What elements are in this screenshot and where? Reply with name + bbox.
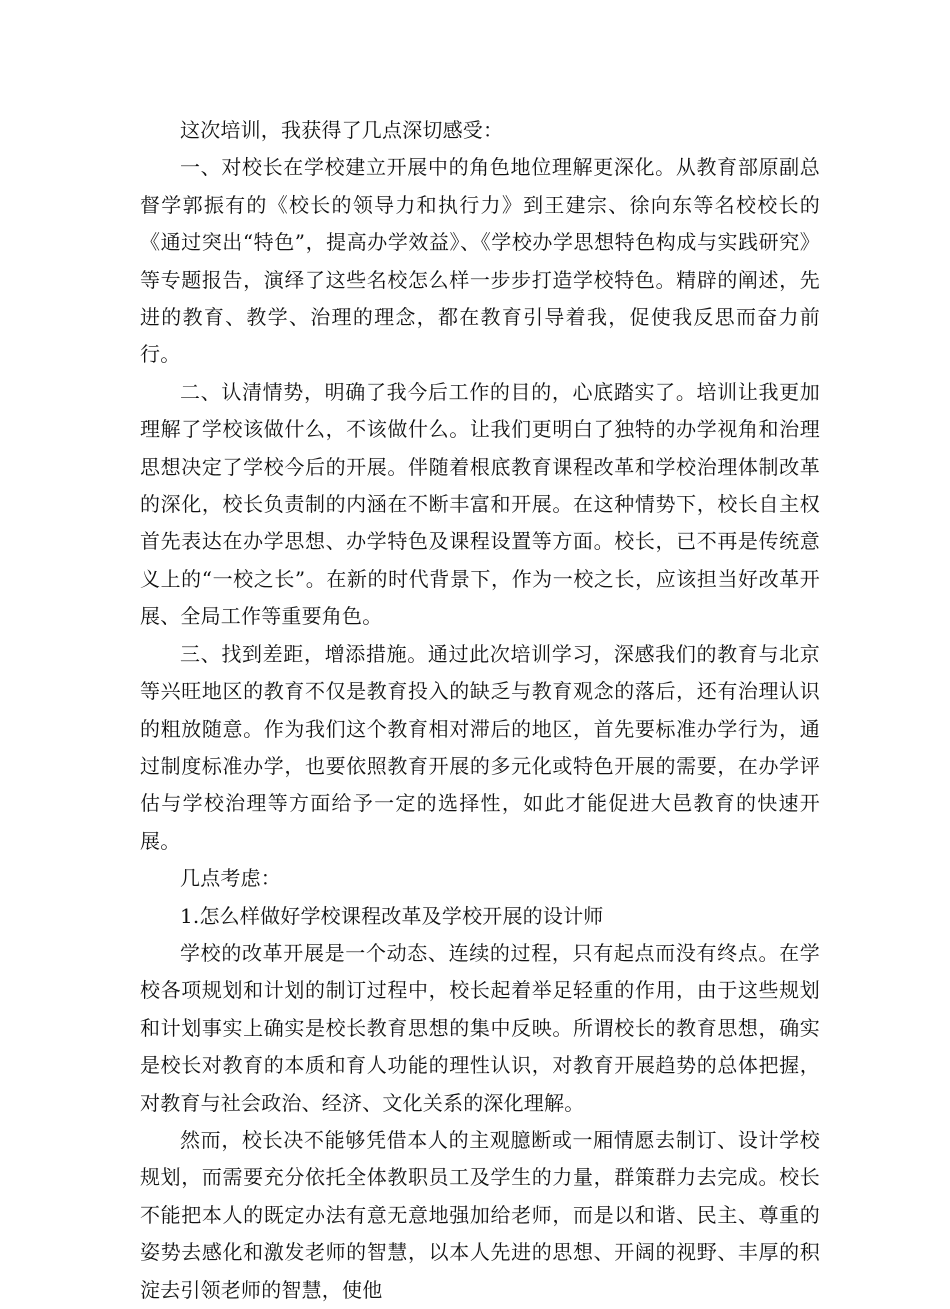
paragraph-point-one: 一、对校长在学校建立开展中的角色地位理解更深化。从教育部原副总督学郭振有的《校长的领导力和执行力》到王建宗、徐向东等名校校长的《通过突出“特色”，提高办学效益》、《学校办学思想特色构成与实践研究》等专题报告，演绎了这些名校怎么样一步步打造学校特色。精辟的阐述，先进的教育、教学、治理的理念，都在教育引导着我，促使我反思而奋力前行。 — [140, 155, 820, 367]
paragraph-intro: 这次培训，我获得了几点深切感受： — [180, 118, 504, 142]
paragraph-point-two: 二、认清情势，明确了我今后工作的目的，心底踏实了。培训让我更加理解了学校该做什么，不该做什么。让我们更明白了独特的办学视角和治理思想决定了学校今后的开展。伴随着根底教育课程改革和学校治理体制改革的深化，校长负责制的内涵在不断丰富和开展。在这种情势下，校长自主权首先表达在办学思想、办学特色及课程设置等方面。校长，已不再是传统意义上的“一校之长”。在新的时代背景下，作为一校之长，应该担当好改革开展、全局工作等重要角色。 — [140, 379, 820, 629]
paragraph-considerations-heading: 几点考虑： — [180, 866, 281, 891]
paragraph-item-one-continued: 然而，校长决不能够凭借本人的主观臆断或一厢情愿去制订、设计学校规划，而需要充分依托全体教职员工及学生的力量，群策群力去完成。校长不能把本人的既定办法有意无意地强加给老师，而是以和谐、民主、尊重的姿势去感化和激发老师的智慧，以本人先进的思想、开阔的视野、丰厚的积淀去引领老师的智慧，使他 — [140, 1127, 820, 1302]
document-body — [140, 112, 820, 1309]
paragraph-point-three: 三、找到差距，增添措施。通过此次培训学习，深感我们的教育与北京等兴旺地区的教育不仅是教育投入的缺乏与教育观念的落后，还有治理认识的粗放随意。作为我们这个教育相对滞后的地区，首先要标准办学行为，通过制度标准办学，也要依照教育开展的多元化或特色开展的需要，在办学评估与学校治理等方面给予一定的选择性，如此才能促进大邑教育的快速开展。 — [140, 641, 820, 853]
paragraph-item-one-body: 学校的改革开展是一个动态、连续的过程，只有起点而没有终点。在学校各项规划和计划的制订过程中，校长起着举足轻重的作用，由于这些规划和计划事实上确实是校长教育思想的集中反映。所谓校长的教育思想，确实是校长对教育的本质和育人功能的理性认识，对教育开展趋势的总体把握，对教育与社会政治、经济、文化关系的深化理解。 — [140, 940, 820, 1115]
paragraph-item-one-heading: 1.怎么样做好学校课程改革及学校开展的设计师 — [180, 903, 604, 928]
